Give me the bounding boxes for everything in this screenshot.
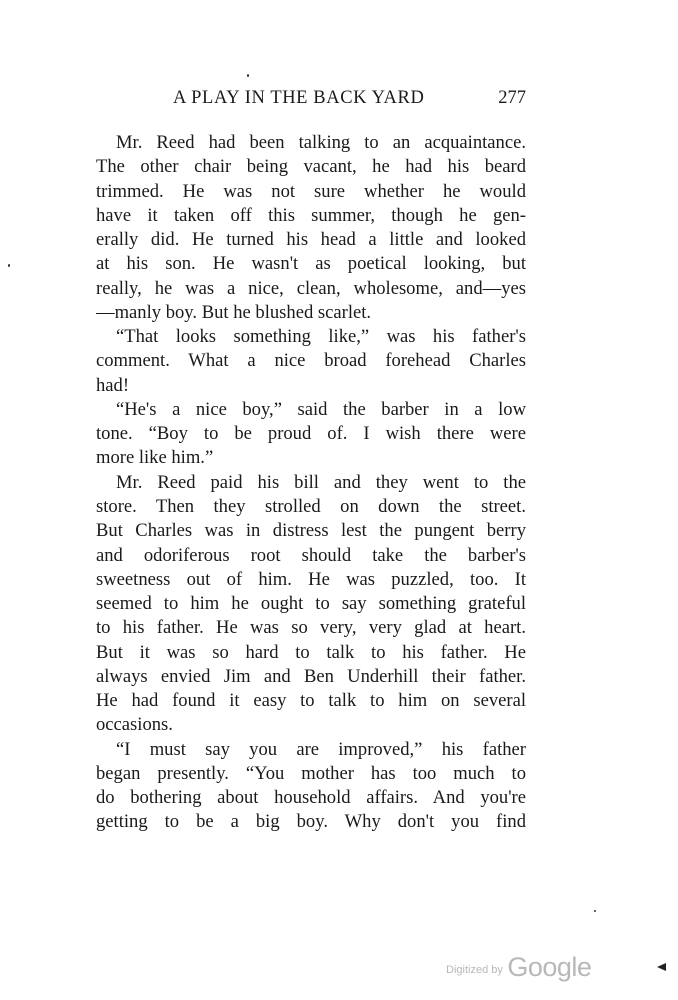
text-line: Mr. Reed paid his bill and they went to the (116, 471, 526, 493)
text-line: seemed to him he ought to say something grateful (96, 593, 526, 615)
text-line: always envied Jim and Ben Underhill their father. (96, 665, 526, 687)
text-line: do bothering about household affairs. And you're (96, 787, 526, 809)
text-line: —manly boy. But he blushed scarlet. (96, 301, 372, 323)
text-line: tone. “Boy to be proud of. I wish there were (96, 423, 526, 445)
text-line: have it taken off this summer, though he gen- (96, 204, 526, 226)
text-line: at his son. He wasn't as poetical looking, but (96, 253, 526, 275)
body-text (96, 131, 526, 835)
text-line: “He's a nice boy,” said the barber in a low (116, 398, 526, 420)
text-line: store. Then they strolled on down the street. (96, 495, 526, 517)
page-number: 277 (498, 88, 526, 108)
text-line: trimmed. He was not sure whether he would (96, 180, 526, 202)
text-line: comment. What a nice broad forehead Charles (96, 350, 526, 372)
page-header (96, 85, 526, 111)
running-head: A PLAY IN THE BACK YARD (173, 88, 425, 108)
scan-speck (8, 264, 10, 267)
text-line: had! (96, 374, 130, 396)
text-line: But it was so hard to talk to his father. He (96, 641, 526, 663)
text-line: occasions. (96, 714, 173, 736)
watermark-prefix: Digitized by (446, 964, 503, 976)
google-logo: Google (507, 952, 592, 982)
scan-speck (247, 74, 249, 77)
text-line: more like him.” (96, 447, 214, 469)
text-line: But Charles was in distress lest the pungent berry (96, 520, 526, 542)
text-line: really, he was a nice, clean, wholesome, and—yes (96, 277, 526, 299)
text-line: “That looks something like,” was his father's (116, 326, 526, 348)
digitized-by-google-watermark (446, 952, 591, 983)
text-line: and odoriferous root should take the barber's (96, 544, 526, 566)
text-line: Mr. Reed had been talking to an acquaintance. (116, 132, 526, 153)
text-line: getting to be a big boy. Why don't you find (96, 811, 526, 833)
text-line: The other chair being vacant, he had his beard (96, 156, 526, 178)
text-line: erally did. He turned his head a little and looked (96, 229, 526, 251)
text-line: sweetness out of him. He was puzzled, too. It (96, 568, 526, 590)
scan-speck (594, 910, 596, 912)
text-line: “I must say you are improved,” his father (116, 738, 526, 760)
text-line: He had found it easy to talk to him on several (96, 690, 526, 712)
text-line: to his father. He was so very, very glad at heart. (96, 617, 526, 639)
text-line: began presently. “You mother has too much to (96, 762, 526, 784)
page-turn-arrow-icon (657, 963, 666, 971)
